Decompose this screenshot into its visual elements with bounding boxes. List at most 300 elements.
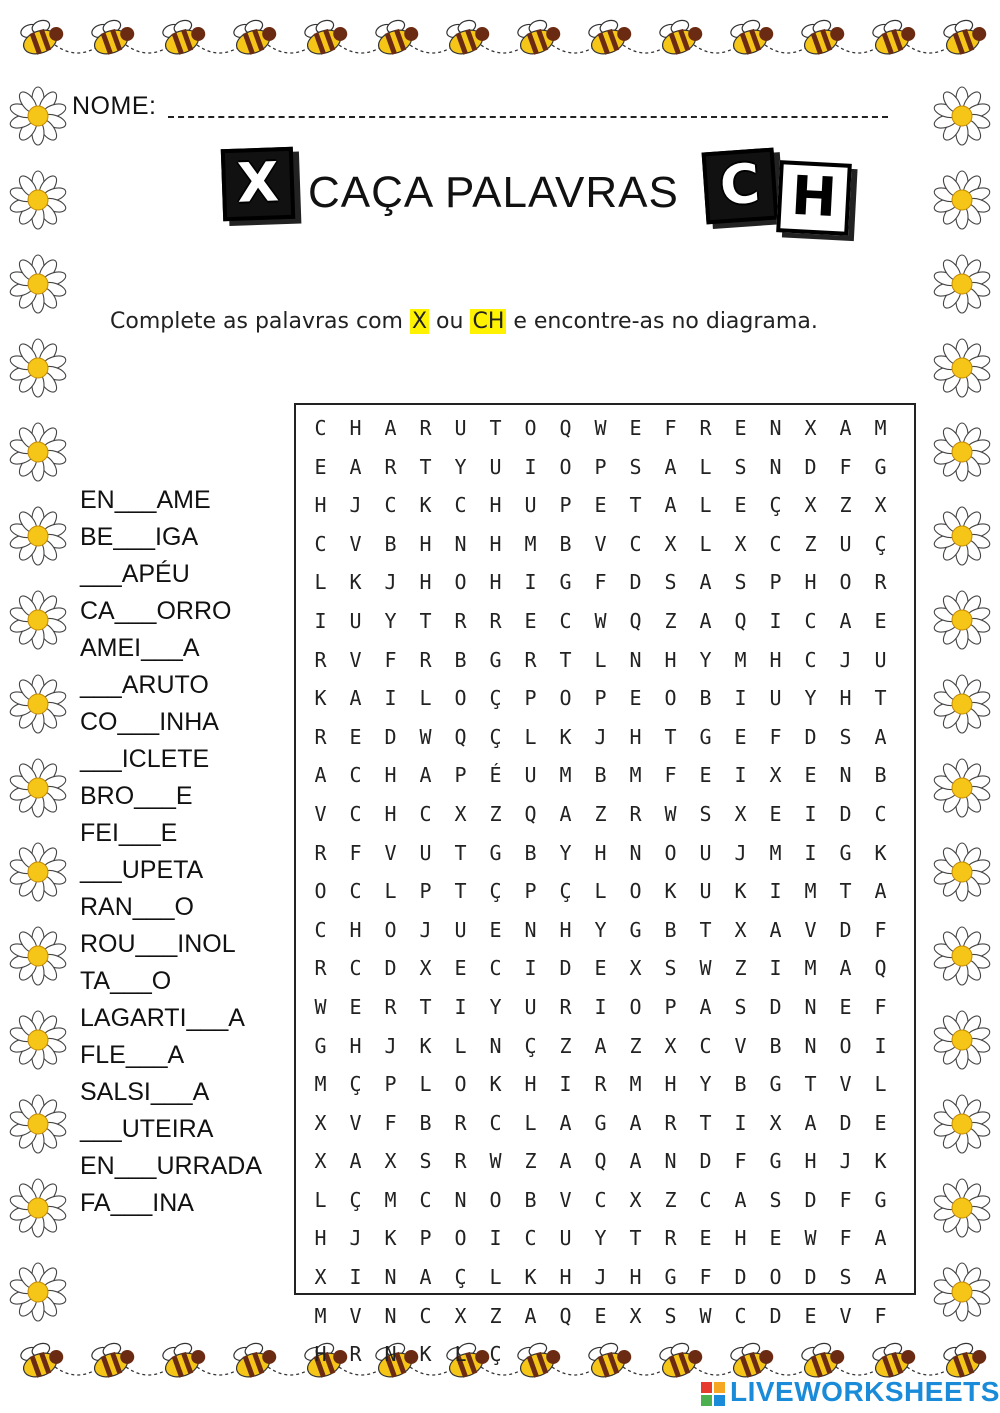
- grid-letter[interactable]: T: [419, 608, 432, 633]
- grid-letter[interactable]: T: [839, 879, 852, 904]
- grid-letter[interactable]: T: [419, 994, 432, 1019]
- grid-letter[interactable]: Y: [384, 608, 397, 633]
- grid-letter[interactable]: J: [594, 1265, 607, 1290]
- grid-letter[interactable]: J: [349, 1226, 362, 1251]
- grid-letter[interactable]: Y: [489, 994, 502, 1019]
- grid-letter[interactable]: W: [314, 994, 327, 1019]
- grid-letter[interactable]: I: [734, 763, 747, 788]
- grid-letter[interactable]: Q: [559, 416, 572, 440]
- grid-letter[interactable]: C: [419, 1303, 432, 1328]
- grid-letter[interactable]: X: [454, 1303, 467, 1328]
- grid-letter[interactable]: U: [769, 686, 782, 711]
- grid-letter[interactable]: A: [559, 801, 572, 826]
- grid-letter[interactable]: R: [664, 1110, 677, 1135]
- grid-letter[interactable]: H: [629, 724, 642, 749]
- grid-letter[interactable]: Y: [699, 647, 712, 672]
- grid-letter[interactable]: T: [664, 724, 677, 749]
- word-item[interactable]: CA___ORRO: [80, 597, 232, 625]
- grid-letter[interactable]: L: [314, 1187, 327, 1212]
- grid-letter[interactable]: U: [524, 763, 537, 788]
- grid-letter[interactable]: A: [559, 1149, 572, 1174]
- grid-letter[interactable]: N: [769, 416, 782, 440]
- grid-letter[interactable]: D: [804, 1265, 817, 1290]
- grid-letter[interactable]: A: [769, 917, 782, 942]
- grid-letter[interactable]: J: [419, 917, 432, 942]
- grid-letter[interactable]: A: [524, 1303, 537, 1328]
- grid-letter[interactable]: I: [734, 686, 747, 711]
- grid-letter[interactable]: S: [629, 454, 642, 479]
- grid-letter[interactable]: F: [839, 1226, 852, 1251]
- grid-letter[interactable]: T: [629, 1226, 642, 1251]
- grid-letter[interactable]: O: [454, 1072, 467, 1097]
- grid-letter[interactable]: A: [349, 454, 362, 479]
- grid-letter[interactable]: E: [769, 801, 782, 826]
- grid-letter[interactable]: V: [349, 647, 362, 672]
- grid-letter[interactable]: N: [629, 840, 642, 865]
- grid-letter[interactable]: E: [769, 1226, 782, 1251]
- grid-letter[interactable]: X: [769, 1110, 782, 1135]
- word-item[interactable]: BRO___E: [80, 782, 193, 810]
- grid-letter[interactable]: H: [489, 570, 502, 595]
- grid-letter[interactable]: R: [489, 608, 502, 633]
- grid-letter[interactable]: G: [629, 917, 642, 942]
- grid-letter[interactable]: C: [314, 917, 327, 942]
- grid-letter[interactable]: W: [664, 801, 677, 826]
- grid-letter[interactable]: A: [559, 1110, 572, 1135]
- grid-letter[interactable]: A: [594, 1033, 607, 1058]
- grid-letter[interactable]: R: [454, 1110, 467, 1135]
- grid-letter[interactable]: M: [874, 416, 887, 440]
- grid-letter[interactable]: T: [559, 647, 572, 672]
- grid-letter[interactable]: I: [734, 1110, 747, 1135]
- grid-letter[interactable]: K: [349, 570, 362, 595]
- word-item[interactable]: LAGARTI___A: [80, 1004, 245, 1032]
- word-item[interactable]: AMEI___A: [80, 634, 200, 662]
- grid-letter[interactable]: X: [734, 801, 747, 826]
- grid-letter[interactable]: N: [839, 763, 852, 788]
- grid-letter[interactable]: H: [419, 570, 432, 595]
- grid-letter[interactable]: S: [734, 570, 747, 595]
- grid-letter[interactable]: K: [664, 879, 677, 904]
- grid-letter[interactable]: P: [559, 493, 572, 518]
- grid-letter[interactable]: I: [454, 994, 467, 1019]
- grid-letter[interactable]: R: [384, 994, 397, 1019]
- grid-letter[interactable]: R: [524, 647, 537, 672]
- grid-letter[interactable]: D: [559, 956, 572, 981]
- grid-letter[interactable]: M: [559, 763, 572, 788]
- grid-letter[interactable]: C: [769, 531, 782, 556]
- grid-letter[interactable]: Z: [489, 1303, 502, 1328]
- grid-letter[interactable]: L: [524, 724, 537, 749]
- grid-letter[interactable]: O: [384, 917, 397, 942]
- word-item[interactable]: BE___IGA: [80, 523, 199, 551]
- grid-letter[interactable]: D: [804, 454, 817, 479]
- grid-letter[interactable]: N: [524, 917, 537, 942]
- grid-letter[interactable]: S: [839, 1265, 852, 1290]
- grid-letter[interactable]: T: [699, 1110, 712, 1135]
- grid-letter[interactable]: U: [699, 840, 712, 865]
- grid-letter[interactable]: R: [314, 956, 327, 981]
- grid-letter[interactable]: B: [664, 917, 677, 942]
- grid-letter[interactable]: F: [874, 994, 887, 1019]
- grid-letter[interactable]: O: [489, 1187, 502, 1212]
- grid-letter[interactable]: U: [454, 917, 467, 942]
- grid-letter[interactable]: I: [874, 1033, 887, 1058]
- grid-letter[interactable]: D: [699, 1149, 712, 1174]
- grid-letter[interactable]: Ç: [559, 879, 572, 904]
- grid-letter[interactable]: C: [594, 1187, 607, 1212]
- grid-letter[interactable]: T: [454, 840, 467, 865]
- grid-letter[interactable]: K: [874, 1149, 887, 1174]
- grid-letter[interactable]: K: [419, 1342, 432, 1367]
- grid-letter[interactable]: M: [384, 1187, 397, 1212]
- grid-letter[interactable]: R: [559, 994, 572, 1019]
- grid-letter[interactable]: Y: [559, 840, 572, 865]
- grid-letter[interactable]: A: [839, 956, 852, 981]
- grid-letter[interactable]: X: [314, 1265, 327, 1290]
- grid-letter[interactable]: O: [839, 570, 852, 595]
- grid-letter[interactable]: E: [489, 917, 502, 942]
- grid-letter[interactable]: S: [664, 570, 677, 595]
- grid-letter[interactable]: L: [419, 1072, 432, 1097]
- grid-letter[interactable]: M: [804, 879, 817, 904]
- grid-letter[interactable]: H: [734, 1226, 747, 1251]
- grid-letter[interactable]: N: [489, 1033, 502, 1058]
- grid-letter[interactable]: M: [314, 1072, 327, 1097]
- grid-letter[interactable]: R: [664, 1226, 677, 1251]
- grid-letter[interactable]: X: [734, 531, 747, 556]
- grid-letter[interactable]: I: [489, 1226, 502, 1251]
- grid-letter[interactable]: P: [454, 763, 467, 788]
- grid-letter[interactable]: I: [559, 1072, 572, 1097]
- grid-letter[interactable]: Q: [524, 801, 537, 826]
- grid-letter[interactable]: T: [629, 493, 642, 518]
- grid-letter[interactable]: H: [349, 1033, 362, 1058]
- grid-letter[interactable]: G: [769, 1149, 782, 1174]
- grid-letter[interactable]: T: [699, 917, 712, 942]
- grid-letter[interactable]: L: [314, 570, 327, 595]
- grid-letter[interactable]: C: [489, 1110, 502, 1135]
- grid-letter[interactable]: G: [489, 647, 502, 672]
- grid-letter[interactable]: S: [699, 801, 712, 826]
- grid-letter[interactable]: X: [629, 1303, 642, 1328]
- grid-letter[interactable]: É: [489, 763, 502, 788]
- grid-letter[interactable]: F: [699, 1265, 712, 1290]
- grid-letter[interactable]: V: [349, 531, 362, 556]
- grid-letter[interactable]: G: [559, 570, 572, 595]
- grid-letter[interactable]: E: [734, 493, 747, 518]
- grid-letter[interactable]: G: [664, 1265, 677, 1290]
- grid-letter[interactable]: J: [839, 1149, 852, 1174]
- grid-letter[interactable]: Ç: [524, 1033, 537, 1058]
- grid-letter[interactable]: U: [524, 994, 537, 1019]
- grid-letter[interactable]: S: [839, 724, 852, 749]
- grid-letter[interactable]: B: [419, 1110, 432, 1135]
- grid-letter[interactable]: P: [524, 879, 537, 904]
- grid-letter[interactable]: M: [734, 647, 747, 672]
- grid-letter[interactable]: P: [524, 686, 537, 711]
- grid-letter[interactable]: D: [384, 724, 397, 749]
- grid-letter[interactable]: Q: [874, 956, 887, 981]
- word-item[interactable]: ___UPETA: [80, 856, 204, 884]
- grid-letter[interactable]: G: [874, 454, 887, 479]
- grid-letter[interactable]: F: [734, 1149, 747, 1174]
- grid-letter[interactable]: Y: [594, 917, 607, 942]
- grid-letter[interactable]: V: [839, 1303, 852, 1328]
- grid-letter[interactable]: E: [594, 1303, 607, 1328]
- grid-letter[interactable]: F: [349, 840, 362, 865]
- grid-letter[interactable]: O: [664, 840, 677, 865]
- grid-letter[interactable]: P: [419, 879, 432, 904]
- grid-letter[interactable]: K: [734, 879, 747, 904]
- grid-letter[interactable]: R: [419, 647, 432, 672]
- grid-letter[interactable]: N: [384, 1303, 397, 1328]
- grid-letter[interactable]: I: [769, 956, 782, 981]
- grid-letter[interactable]: Z: [524, 1149, 537, 1174]
- grid-letter[interactable]: B: [559, 531, 572, 556]
- grid-letter[interactable]: Q: [629, 608, 642, 633]
- grid-letter[interactable]: R: [454, 1149, 467, 1174]
- grid-letter[interactable]: N: [454, 1187, 467, 1212]
- grid-letter[interactable]: A: [699, 608, 712, 633]
- grid-letter[interactable]: M: [629, 1072, 642, 1097]
- grid-letter[interactable]: U: [699, 879, 712, 904]
- grid-letter[interactable]: Q: [559, 1303, 572, 1328]
- grid-letter[interactable]: L: [874, 1072, 887, 1097]
- grid-letter[interactable]: R: [349, 1342, 362, 1367]
- grid-letter[interactable]: Z: [664, 1187, 677, 1212]
- grid-letter[interactable]: H: [839, 686, 852, 711]
- grid-letter[interactable]: D: [839, 917, 852, 942]
- grid-letter[interactable]: R: [314, 724, 327, 749]
- grid-letter[interactable]: F: [664, 416, 677, 440]
- grid-letter[interactable]: H: [489, 531, 502, 556]
- grid-letter[interactable]: B: [454, 647, 467, 672]
- grid-letter[interactable]: Q: [594, 1149, 607, 1174]
- grid-letter[interactable]: M: [314, 1303, 327, 1328]
- grid-letter[interactable]: Q: [454, 724, 467, 749]
- grid-letter[interactable]: E: [349, 724, 362, 749]
- grid-letter[interactable]: D: [804, 1187, 817, 1212]
- grid-letter[interactable]: X: [314, 1149, 327, 1174]
- grid-letter[interactable]: D: [769, 994, 782, 1019]
- grid-letter[interactable]: J: [384, 570, 397, 595]
- grid-letter[interactable]: Q: [734, 608, 747, 633]
- grid-letter[interactable]: I: [524, 454, 537, 479]
- grid-letter[interactable]: L: [594, 647, 607, 672]
- grid-letter[interactable]: C: [734, 1303, 747, 1328]
- grid-letter[interactable]: Z: [559, 1033, 572, 1058]
- grid-letter[interactable]: Ç: [349, 1187, 362, 1212]
- grid-letter[interactable]: Z: [664, 608, 677, 633]
- grid-letter[interactable]: F: [769, 724, 782, 749]
- grid-letter[interactable]: E: [699, 1226, 712, 1251]
- grid-letter[interactable]: W: [594, 416, 607, 440]
- grid-letter[interactable]: L: [454, 1033, 467, 1058]
- grid-letter[interactable]: X: [454, 801, 467, 826]
- grid-letter[interactable]: R: [874, 570, 887, 595]
- grid-letter[interactable]: H: [559, 1265, 572, 1290]
- grid-letter[interactable]: H: [349, 416, 362, 440]
- grid-letter[interactable]: D: [839, 1110, 852, 1135]
- grid-letter[interactable]: D: [804, 724, 817, 749]
- grid-letter[interactable]: C: [524, 1226, 537, 1251]
- grid-letter[interactable]: Ç: [349, 1072, 362, 1097]
- grid-letter[interactable]: L: [454, 1342, 467, 1367]
- grid-letter[interactable]: T: [419, 454, 432, 479]
- grid-letter[interactable]: I: [769, 608, 782, 633]
- grid-letter[interactable]: T: [454, 879, 467, 904]
- grid-letter[interactable]: S: [664, 956, 677, 981]
- word-item[interactable]: EN___AME: [80, 486, 211, 514]
- grid-letter[interactable]: C: [699, 1033, 712, 1058]
- grid-letter[interactable]: E: [629, 686, 642, 711]
- grid-letter[interactable]: V: [594, 531, 607, 556]
- grid-letter[interactable]: W: [804, 1226, 817, 1251]
- grid-letter[interactable]: R: [594, 1072, 607, 1097]
- grid-letter[interactable]: E: [524, 608, 537, 633]
- grid-letter[interactable]: B: [524, 1187, 537, 1212]
- grid-letter[interactable]: A: [874, 879, 887, 904]
- grid-letter[interactable]: H: [664, 647, 677, 672]
- grid-letter[interactable]: R: [314, 647, 327, 672]
- grid-letter[interactable]: I: [349, 1265, 362, 1290]
- grid-letter[interactable]: I: [384, 686, 397, 711]
- word-item[interactable]: ___ARUTO: [80, 671, 209, 699]
- grid-letter[interactable]: H: [384, 801, 397, 826]
- grid-letter[interactable]: B: [594, 763, 607, 788]
- grid-letter[interactable]: L: [524, 1110, 537, 1135]
- grid-letter[interactable]: J: [734, 840, 747, 865]
- grid-letter[interactable]: H: [524, 1072, 537, 1097]
- grid-letter[interactable]: L: [384, 879, 397, 904]
- grid-letter[interactable]: S: [734, 454, 747, 479]
- word-item[interactable]: SALSI___A: [80, 1078, 210, 1106]
- grid-letter[interactable]: W: [419, 724, 432, 749]
- grid-letter[interactable]: C: [419, 1187, 432, 1212]
- grid-letter[interactable]: A: [874, 724, 887, 749]
- grid-letter[interactable]: A: [839, 608, 852, 633]
- grid-letter[interactable]: M: [524, 531, 537, 556]
- grid-letter[interactable]: C: [314, 531, 327, 556]
- grid-letter[interactable]: D: [734, 1265, 747, 1290]
- grid-letter[interactable]: R: [454, 608, 467, 633]
- grid-letter[interactable]: B: [769, 1033, 782, 1058]
- grid-letter[interactable]: A: [419, 1265, 432, 1290]
- grid-letter[interactable]: C: [489, 956, 502, 981]
- grid-letter[interactable]: Y: [804, 686, 817, 711]
- grid-letter[interactable]: Ç: [489, 1342, 502, 1367]
- grid-letter[interactable]: A: [699, 994, 712, 1019]
- grid-letter[interactable]: E: [699, 763, 712, 788]
- grid-letter[interactable]: I: [524, 956, 537, 981]
- grid-letter[interactable]: E: [839, 994, 852, 1019]
- grid-letter[interactable]: C: [349, 801, 362, 826]
- grid-letter[interactable]: E: [874, 608, 887, 633]
- grid-letter[interactable]: H: [629, 1265, 642, 1290]
- grid-letter[interactable]: A: [874, 1265, 887, 1290]
- grid-letter[interactable]: O: [839, 1033, 852, 1058]
- grid-letter[interactable]: F: [384, 1110, 397, 1135]
- grid-letter[interactable]: V: [559, 1187, 572, 1212]
- grid-letter[interactable]: D: [839, 801, 852, 826]
- grid-letter[interactable]: P: [664, 994, 677, 1019]
- grid-letter[interactable]: X: [664, 1033, 677, 1058]
- grid-letter[interactable]: Ç: [489, 879, 502, 904]
- grid-letter[interactable]: H: [594, 840, 607, 865]
- grid-letter[interactable]: H: [804, 1149, 817, 1174]
- grid-letter[interactable]: H: [314, 493, 327, 518]
- grid-letter[interactable]: P: [769, 570, 782, 595]
- grid-letter[interactable]: H: [384, 763, 397, 788]
- grid-letter[interactable]: B: [734, 1072, 747, 1097]
- grid-letter[interactable]: A: [664, 454, 677, 479]
- grid-letter[interactable]: H: [559, 917, 572, 942]
- grid-letter[interactable]: I: [314, 608, 327, 633]
- grid-letter[interactable]: A: [664, 493, 677, 518]
- grid-letter[interactable]: M: [769, 840, 782, 865]
- grid-letter[interactable]: A: [349, 686, 362, 711]
- grid-letter[interactable]: A: [419, 763, 432, 788]
- grid-letter[interactable]: E: [734, 724, 747, 749]
- grid-letter[interactable]: U: [839, 531, 852, 556]
- grid-letter[interactable]: H: [419, 531, 432, 556]
- grid-letter[interactable]: E: [804, 763, 817, 788]
- grid-letter[interactable]: Y: [699, 1072, 712, 1097]
- grid-letter[interactable]: Z: [489, 801, 502, 826]
- grid-letter[interactable]: O: [629, 994, 642, 1019]
- grid-letter[interactable]: G: [594, 1110, 607, 1135]
- grid-letter[interactable]: X: [629, 956, 642, 981]
- grid-letter[interactable]: O: [524, 416, 537, 440]
- grid-letter[interactable]: W: [489, 1149, 502, 1174]
- grid-letter[interactable]: X: [664, 531, 677, 556]
- grid-letter[interactable]: Ç: [489, 686, 502, 711]
- grid-letter[interactable]: R: [699, 416, 712, 440]
- grid-letter[interactable]: Ç: [769, 493, 782, 518]
- grid-letter[interactable]: S: [664, 1303, 677, 1328]
- word-item[interactable]: ROU___INOL: [80, 930, 236, 958]
- grid-letter[interactable]: X: [384, 1149, 397, 1174]
- grid-letter[interactable]: F: [874, 917, 887, 942]
- grid-letter[interactable]: V: [349, 1303, 362, 1328]
- grid-letter[interactable]: B: [524, 840, 537, 865]
- grid-letter[interactable]: Ç: [454, 1265, 467, 1290]
- grid-letter[interactable]: A: [384, 416, 397, 440]
- grid-letter[interactable]: A: [314, 763, 327, 788]
- grid-letter[interactable]: D: [384, 956, 397, 981]
- grid-letter[interactable]: B: [874, 763, 887, 788]
- grid-letter[interactable]: I: [804, 840, 817, 865]
- grid-letter[interactable]: H: [314, 1342, 327, 1367]
- grid-letter[interactable]: C: [629, 531, 642, 556]
- grid-letter[interactable]: Z: [839, 493, 852, 518]
- grid-letter[interactable]: V: [839, 1072, 852, 1097]
- grid-letter[interactable]: L: [594, 879, 607, 904]
- grid-letter[interactable]: G: [314, 1033, 327, 1058]
- grid-letter[interactable]: V: [349, 1110, 362, 1135]
- grid-letter[interactable]: R: [384, 454, 397, 479]
- grid-letter[interactable]: M: [629, 763, 642, 788]
- grid-letter[interactable]: K: [524, 1265, 537, 1290]
- word-item[interactable]: FA___INA: [80, 1189, 194, 1217]
- grid-letter[interactable]: G: [489, 840, 502, 865]
- grid-letter[interactable]: O: [629, 879, 642, 904]
- grid-letter[interactable]: G: [769, 1072, 782, 1097]
- grid-letter[interactable]: Ç: [489, 724, 502, 749]
- grid-letter[interactable]: N: [769, 454, 782, 479]
- grid-letter[interactable]: B: [384, 531, 397, 556]
